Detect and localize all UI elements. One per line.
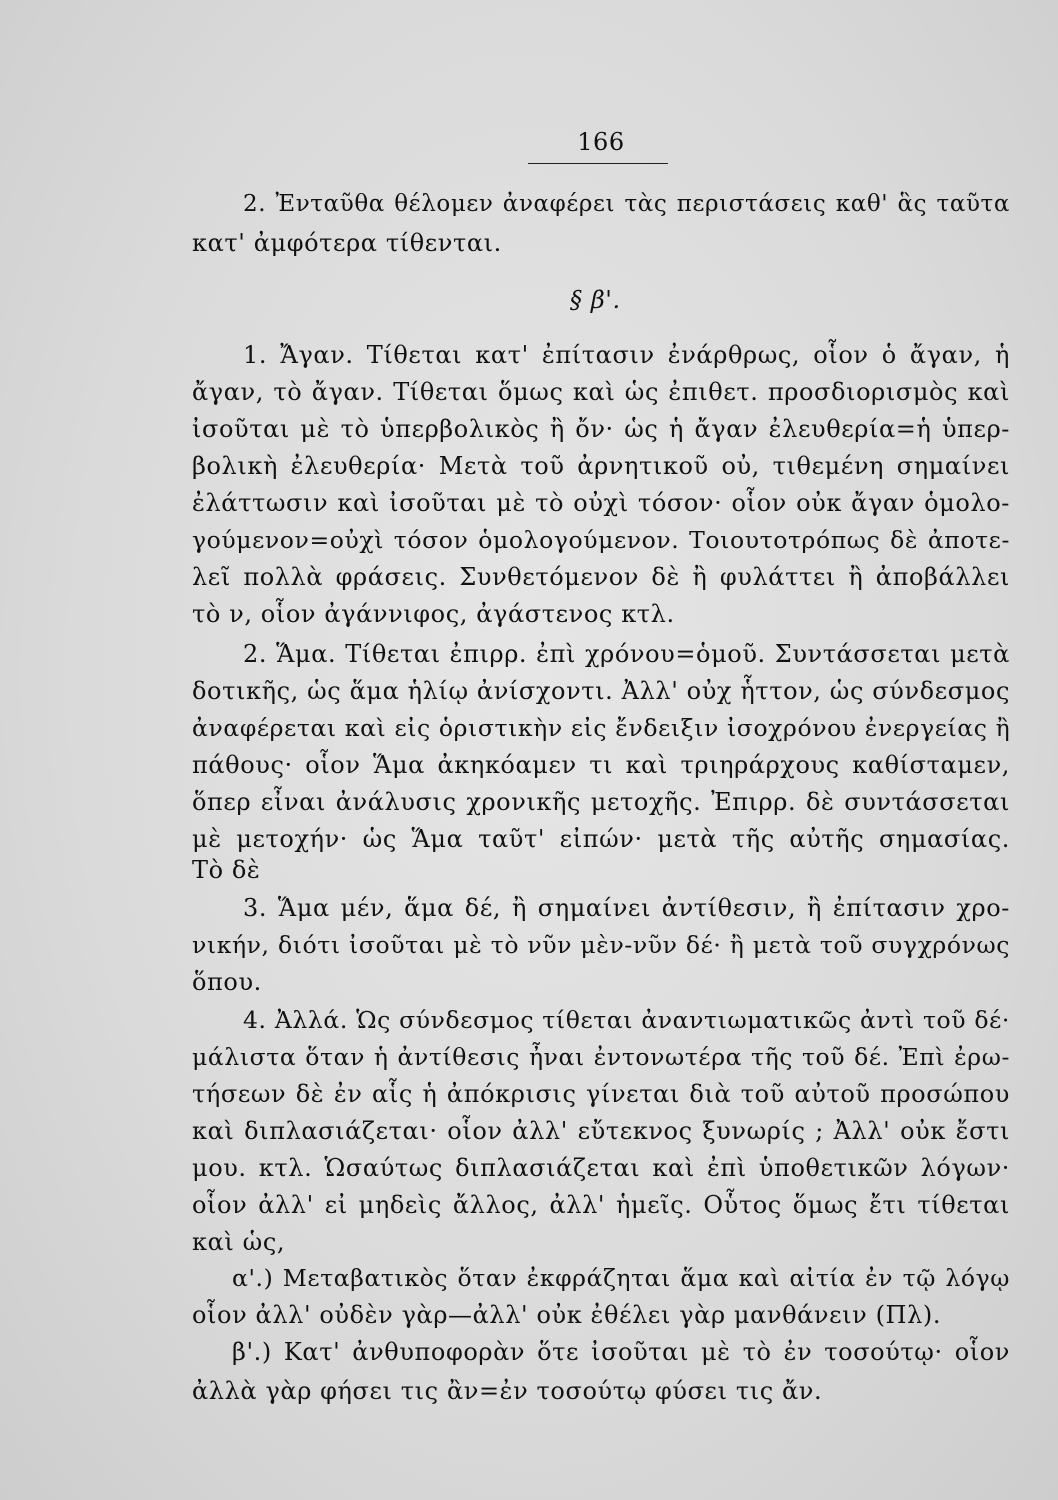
text-line: κατ' ἀμφότερα τίθενται. — [192, 229, 502, 257]
text-line: καὶ διπλασιάζεται· οἷον ἀλλ' εὔτεκνος ξυνωρίς ; Ἀλλ' οὐκ ἔστι — [192, 1117, 1010, 1145]
text-line: γούμενον=οὐχὶ τόσον ὁμολογούμενον. Τοιουτοτρόπως δὲ ἀποτε- — [192, 526, 1010, 554]
page-number: 166 — [577, 128, 625, 156]
text-line: ὅπερ εἶναι ἀνάλυσις χρονικῆς μετοχῆς. Ἐπιρρ. δὲ συντάσσεται — [192, 788, 1010, 816]
text-line: ἐλάττωσιν καὶ ἰσοῦται μὲ τὸ οὐχὶ τόσον· οἷον οὐκ ἄγαν ὁμολο- — [192, 489, 1010, 517]
text-line: 1. Ἄγαν. Τίθεται κατ' ἐπίτασιν ἐνάρθρως, οἷον ὁ ἄγαν, ἡ — [243, 341, 1010, 369]
text-line: β'.) Κατ' ἀνθυποφορὰν ὅτε ἰσοῦται μὲ τὸ ἐν τοσούτῳ· οἷον — [232, 1338, 1010, 1366]
text-line: 2. Ἅμα. Τίθεται ἐπιρρ. ἐπὶ χρόνου=ὁμοῦ. Συντάσσεται μετὰ — [243, 640, 1010, 668]
text-line: μάλιστα ὅταν ἡ ἀντίθεσις ἦναι ἐντονωτέρα τῆς τοῦ δέ. Ἐπὶ ἐρω- — [192, 1043, 1010, 1071]
text-line: καὶ ὡς, — [192, 1228, 286, 1256]
text-line: ἰσοῦται μὲ τὸ ὑπερβολικὸς ἢ ὄν· ὡς ἡ ἄγαν ἐλευθερία=ἡ ὑπερ- — [192, 415, 1010, 443]
text-line: τήσεων δὲ ἐν αἷς ἡ ἀπόκρισις γίνεται διὰ τοῦ αὐτοῦ προσώπου — [192, 1080, 1010, 1108]
text-line: α'.) Μεταβατικὸς ὅταν ἐκφράζηται ἅμα καὶ αἰτία ἐν τῷ λόγῳ — [232, 1264, 1010, 1292]
section-mark: § β'. — [570, 286, 621, 314]
text-line: μὲ μετοχήν· ὡς Ἅμα ταῦτ' εἰπών· μετὰ τῆς αὐτῆς σημασίας. — [192, 825, 1010, 853]
text-line: πάθους· οἷον Ἅμα ἀκηκόαμεν τι καὶ τριηράρχους καθίσταμεν, — [192, 751, 1010, 779]
text-line: οἷον ἀλλ' εἰ μηδεὶς ἄλλος, ἀλλ' ἡμεῖς. Οὗτος ὅμως ἔτι τίθεται — [192, 1191, 1010, 1219]
text-line: λεῖ πολλὰ φράσεις. Συνθετόμενον δὲ ἢ φυλάττει ἢ ἀποβάλλει — [192, 563, 1010, 591]
text-line: δοτικῆς, ὡς ἅμα ἡλίῳ ἀνίσχοντι. Ἀλλ' οὐχ ἧττον, ὡς σύνδεσμος — [192, 677, 1010, 705]
text-line: ἀναφέρεται καὶ εἰς ὁριστικὴν εἰς ἔνδειξιν ἰσοχρόνου ἐνεργείας ἢ — [192, 714, 1011, 742]
text-line: μου. κτλ. Ὡσαύτως διπλασιάζεται καὶ ἐπὶ ὑποθετικῶν λόγων· — [192, 1154, 1010, 1182]
text-line: 3. Ἅμα μέν, ἅμα δέ, ἢ σημαίνει ἀντίθεσιν, ἢ ἐπίτασιν χρο- — [243, 894, 1010, 922]
text-line: 4. Ἀλλά. Ὡς σύνδεσμος τίθεται ἀναντιωματικῶς ἀντὶ τοῦ δέ· — [243, 1006, 1010, 1034]
header-rule — [528, 163, 668, 164]
text-line: βολικὴ ἐλευθερία· Μετὰ τοῦ ἀρνητικοῦ οὐ, τιθεμένη σημαίνει — [192, 452, 1010, 480]
text-line: ἄγαν, τὸ ἄγαν. Τίθεται ὅμως καὶ ὡς ἐπιθετ. προσδιορισμὸς καὶ — [192, 378, 1010, 406]
text-line: οἷον ἀλλ' οὐδὲν γὰρ—ἀλλ' οὐκ ἐθέλει γὰρ μανθάνειν (Πλ). — [192, 1301, 942, 1329]
text-line: ἀλλὰ γὰρ φήσει τις ἂν=ἐν τοσούτῳ φύσει τις ἄν. — [192, 1377, 823, 1405]
text-line: νικήν, διότι ἰσοῦται μὲ τὸ νῦν μὲν-νῦν δέ· ἢ μετὰ τοῦ συγχρόνως — [192, 931, 1010, 959]
text-line: ὅπου. — [192, 968, 262, 996]
text-line: 2. Ἐνταῦθα θέλομεν ἀναφέρει τὰς περιστάσεις καθ' ἃς ταῦτα — [243, 191, 1010, 217]
text-line: Τὸ δὲ — [192, 856, 261, 884]
text-line: τὸ ν, οἷον ἀγάννιφος, ἀγάστενος κτλ. — [192, 600, 675, 628]
